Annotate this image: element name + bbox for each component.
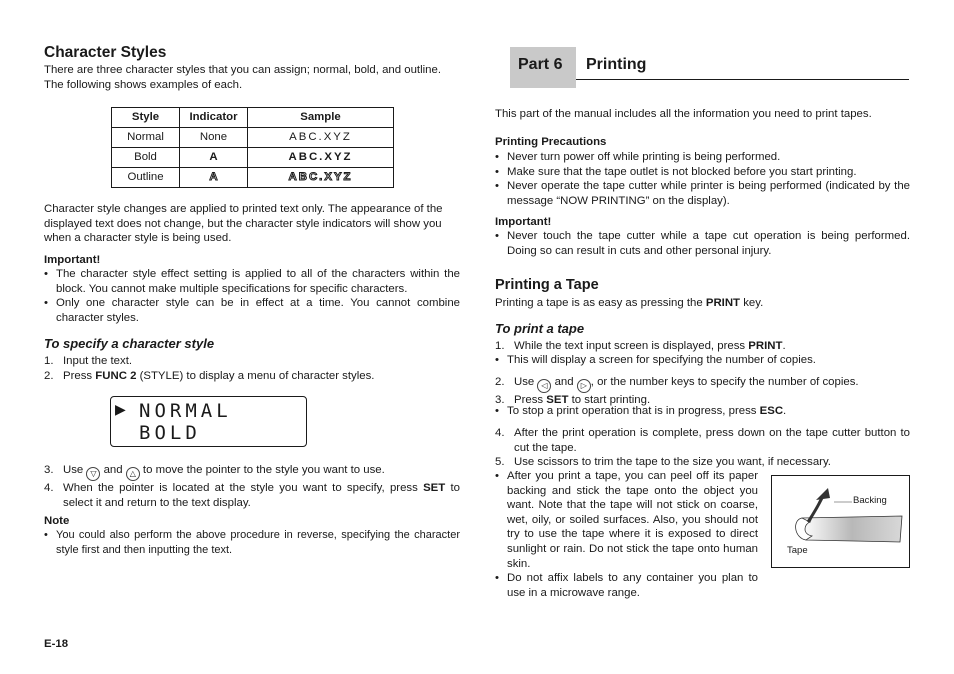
key-name: PRINT [748, 340, 783, 352]
printing-tape-heading: Printing a Tape [495, 277, 599, 293]
list-item [495, 375, 910, 393]
precautions-list [495, 150, 910, 208]
step-number: 4. [44, 482, 54, 494]
list-item: • Never operate the tape cutter while printer is being performed (indicated by the message “NOW PRINTING” on the display). [495, 179, 910, 208]
step-text: to select it and return to the text display. [63, 482, 460, 509]
lcd-line-1: NORMAL [139, 400, 232, 422]
sample-outline: ABC.XYZ [248, 168, 394, 188]
list-item: • After you print a tape, you can peel off its paper backing and stick the tape onto the object you want. Note that the tape will not stick on coarse, wet, oily, or soiled surfaces. Also, you should not try to use the tape where it is exposed to direct sunlight or rain. Do not stick the tape onto human skin. [495, 469, 758, 571]
precautions-label: Printing Precautions [495, 136, 607, 148]
sample-bold: ABC.XYZ [248, 148, 394, 168]
row-style-bold: Bold [112, 148, 180, 168]
important-label: Important! [44, 254, 101, 266]
note-label: Note [44, 515, 70, 527]
list-item [495, 404, 910, 419]
step-text: After the print operation is complete, press down on the tape cutter button to cut the tape. [514, 427, 910, 454]
part-title: Printing [586, 56, 647, 73]
tape-label: Tape [787, 545, 808, 556]
part-intro: This part of the manual includes all the information you need to print tapes. [495, 108, 872, 120]
key-name: SET [546, 394, 569, 406]
para-line: Character style changes are applied to printed text only. The appearance of the [44, 203, 443, 215]
bold-indicator-icon: A [180, 148, 248, 168]
step-text: and [100, 464, 126, 476]
to-print-heading: To print a tape [495, 321, 585, 336]
outline-indicator-icon: A [180, 168, 248, 188]
specify-style-heading: To specify a character style [44, 336, 215, 351]
character-style-table [111, 107, 394, 188]
intro-text: Printing a tape is as easy as pressing the [495, 297, 706, 309]
table-row [112, 128, 394, 148]
row-style-normal: Normal [112, 128, 180, 148]
list-item [495, 426, 910, 455]
bullet-text: . [783, 405, 787, 417]
print-step-1 [495, 339, 910, 354]
step-number: 1. [495, 340, 505, 352]
table-header-style: Style [112, 108, 180, 128]
list-item: • Make sure that the tape outlet is not blocked before you start printing. [495, 165, 910, 180]
part-title-rule [576, 79, 909, 80]
step-text: (STYLE) to display a menu of character styles. [136, 369, 375, 382]
step-number: 4. [495, 427, 505, 439]
left-arrow-key-icon: ◁ [537, 379, 551, 393]
final-bullets [495, 469, 758, 600]
important-list [44, 267, 460, 325]
step-text: . [782, 340, 786, 352]
part-label: Part 6 [518, 56, 563, 73]
steps-3-4 [44, 463, 460, 510]
list-item [44, 463, 460, 481]
table-row [112, 168, 394, 188]
step-number: 2. [495, 376, 505, 388]
step-number: 2. [44, 369, 54, 382]
para-line: displayed text does not change, but the character style indicators will show you [44, 217, 442, 230]
list-item [44, 354, 460, 369]
list-item: • You could also perform the above procedure in reverse, specifying the character style first and then inputting the text. [44, 528, 460, 557]
table-row [112, 148, 394, 168]
list-item [495, 339, 910, 354]
list-item: • The character style effect setting is applied to all of the characters within the block. You cannot make multiple specifications for specific characters. [44, 267, 460, 296]
step-text: While the text input screen is displayed, press [514, 340, 749, 352]
table-header-indicator: Indicator [180, 108, 248, 128]
note-list [44, 528, 460, 557]
row-indicator-none: None [180, 128, 248, 148]
table-header-sample: Sample [248, 108, 394, 128]
backing-label: Backing [853, 495, 887, 506]
step-text: Press [63, 369, 96, 382]
tape-backing-figure [771, 475, 910, 568]
list-item: • This will display a screen for specifying the number of copies. [495, 353, 910, 368]
printing-intro [495, 296, 763, 311]
step-text: Use [514, 376, 538, 388]
pointer-triangle-icon: ▶ [115, 401, 126, 417]
down-arrow-key-icon: ▽ [86, 467, 100, 481]
print-steps-4-5 [495, 426, 910, 470]
character-styles-heading: Character Styles [44, 44, 167, 61]
step-3-bullet [495, 404, 910, 419]
list-item [44, 481, 460, 510]
intro-line-1: There are three character styles that you can assign; normal, bold, and outline. [44, 64, 441, 76]
intro-text: key. [740, 297, 764, 309]
lcd-display [110, 396, 307, 447]
list-item: • Never turn power off while printing is being performed. [495, 150, 910, 165]
important-list-right [495, 229, 910, 258]
important-label-right: Important! [495, 216, 552, 228]
row-style-outline: Outline [112, 168, 180, 188]
step-text: Input the text. [63, 355, 133, 367]
style-change-paragraph [44, 202, 460, 246]
steps-1-2 [44, 354, 460, 383]
list-item [495, 455, 910, 470]
step-text: to start printing. [568, 394, 651, 406]
para-line: when a character style is being used. [44, 232, 232, 245]
step-text: to move the pointer to the style you want to use. [139, 464, 385, 476]
step-number: 1. [44, 355, 54, 367]
key-name: PRINT [705, 297, 741, 309]
list-item [44, 369, 460, 384]
up-arrow-key-icon: △ [126, 467, 140, 481]
key-name: FUNC 2 [95, 369, 137, 382]
step-text: Press [514, 394, 547, 406]
lcd-line-2: BOLD [139, 422, 201, 444]
list-item: • Do not affix labels to any container you plan to use in a microwave range. [495, 571, 758, 600]
bullet-text: To stop a print operation that is in progress, press [507, 405, 760, 417]
intro-line-2: The following shows examples of each. [44, 79, 243, 91]
right-arrow-key-icon: ▷ [577, 379, 591, 393]
step-number: 3. [44, 464, 54, 476]
step-text: Use [63, 464, 87, 476]
key-name: ESC [759, 405, 784, 417]
step-text: When the pointer is located at the style you want to specify, press [63, 482, 424, 494]
sample-normal: ABC.XYZ [248, 128, 394, 148]
key-name: SET [423, 482, 446, 494]
step-1-bullet [495, 353, 910, 368]
step-number: 3. [495, 394, 505, 406]
print-steps-2-3 [495, 375, 910, 408]
step-text: Use scissors to trim the tape to the size you want, if necessary. [514, 456, 831, 469]
step-text: and [551, 376, 577, 388]
step-number: 5. [495, 456, 505, 469]
step-text: , or the number keys to specify the number of copies. [590, 376, 859, 388]
list-item: • Only one character style can be in effect at a time. You cannot combine character styles. [44, 296, 460, 325]
page-number: E-18 [44, 638, 69, 650]
list-item: • Never touch the tape cutter while a tape cut operation is being performed. Doing so can result in cuts and other personal injury. [495, 229, 910, 258]
